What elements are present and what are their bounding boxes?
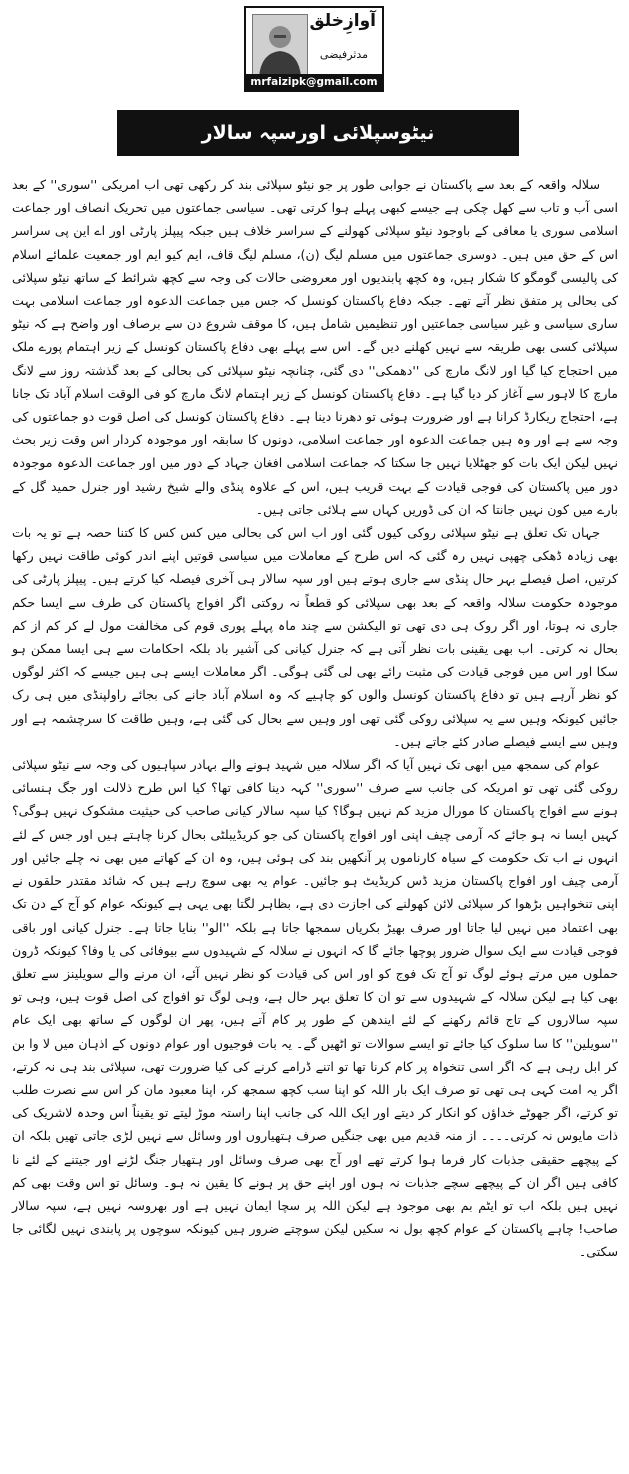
- article-body: [12, 173, 618, 1264]
- article-paragraph: جہاں تک تعلق ہے نیٹو سپلائی روکی کیوں گئی اور اب اس کی بحالی میں کس کس کا کتنا حصہ ہے تو یہ بات بھی زیادہ ڈھکی چھپی نہیں رہ گئی کہ اس طرح کے معاملات میں سیاسی قوتیں اپنے اندر کوئی طاقت نہیں رکھا کرتیں، اصل فیصلے بہر حال پنڈی سے جاری ہوتے ہیں اور سپہ سالار ہی آخری فیصلہ کیا کرتے ہیں۔ پیپلز پارٹی کی موجودہ حکومت سلالہ واقعہ کے بعد بھی سپلائی کو قطعاً نہ روکتی اگر افواج پاکستان کی طرف سے ایسا حکم جاری نہ ہوتا، اور اگر روک ہی دی تھی تو الیکشن سے چند ماہ پہلے پوری قوم کی مخالفت مول لے کر کم از کم بحال نہ کرتی۔ اب بھی یقینی بات نظر آتی ہے کہ جنرل کیانی کی آشیر باد بلکہ احکامات سے ہی ایسا ممکن ہو سکا اور اس میں فوجی قیادت کی مثبت رائے بھی لی گئی ہوگی۔ اگر معاملات ایسے ہی ہیں جیسے کہ اکثر لوگوں کو نظر آرہے ہیں تو دفاع پاکستان کونسل والوں کو چاہیے کہ وہ اسلام آباد جانے کی بجائے راولپنڈی میں ہی رک جائیں کیونکہ وہیں سے یہ سپلائی روکی گئی تھی اور وہیں سے بحال کی گئی ہے، وہیں طاقت کا سرچشمہ ہے اور وہیں سے ایسے فیصلے صادر کئے جاتے ہیں۔: [12, 525, 618, 749]
- column-header: [244, 6, 384, 92]
- article-paragraph: سلالہ واقعہ کے بعد سے پاکستان نے جوابی طور پر جو نیٹو سپلائی بند کر رکھی تھی اب امریکی ''سوری'' کے بعد اسی آب و تاب سے کھل چکی ہے جیسے کبھی پہلے ہوا کرتی تھی۔ سیاسی جماعتوں میں تحریک انصاف اور جماعت اسلامی سوری یا معافی کے باوجود نیٹو سپلائی کھولنے کے سراسر خلاف ہیں جبکہ پیپلز پارٹی اور اے این پی سراسر اس کے حق میں ہیں۔ دوسری جماعتوں میں مسلم لیگ (ن)، مسلم لیگ قاف، ایم کیو ایم اور جمعیت علمائے اسلام کی پالیسی گومگو کا شکار ہیں، وہ کچھ پابندیوں اور معروضی حالات کی وجہ سے کچھ شرائط کے ساتھ نیٹو سپلائی کی بحالی پر متفق نظر آتے تھے۔ جبکہ دفاع پاکستان کونسل کہ جس میں جماعت الدعوہ اور جماعت اسلامی بہت ساری سیاسی و غیر سیاسی جماعتیں اور تنظیمیں شامل ہیں، کا موقف شروع دن سے برصاف اور واضح ہے کہ نیٹو سپلائی کسی بھی طریقہ سے نہیں کھلنے دیں گے۔ اس سے پہلے بھی دفاع پاکستان کونسل کے زیر اہتمام پورے ملک میں احتجاج کیا گیا اور لانگ مارچ کی ''دھمکی'' دی گئی، چنانچہ نیٹو سپلائی کی بحالی کے بعد گذشتہ روز سے لانگ مارچ کا لاہور سے آغاز کر دیا گیا ہے۔ دفاع پاکستان کونسل کے زیر اہتمام لانگ مارچ کو فی الوقت اسلام آباد تک جانا ہے، احتجاج ریکارڈ کرانا ہے اور ضرورت ہوئی تو دھرنا دینا ہے۔ دفاع پاکستان کونسل کی اصل قوت دو جماعتوں کی وجہ سے ہے اور وہ ہیں جماعت الدعوہ اور جماعت اسلامی، دونوں کا سابقہ اور موجودہ کردار اس وقت زیر بحث نہیں لیکن ایک بات کو جھٹلایا نہیں جا سکتا کہ جماعت اسلامی افغان جہاد کے دور میں اور جماعت الدعوہ موجودہ دور میں پاکستان کی فوجی قیادت کے بہت قریب ہیں، اس کے علاوہ پنڈی والے شیخ رشید اور جنرل حمید گل کے بارے میں کون نہیں جانتا کہ ان کی ڈوریں کہاں سے ہلائی جاتی ہیں۔: [12, 177, 618, 517]
- author-photo: [252, 14, 308, 78]
- article-paragraph: عوام کی سمجھ میں ابھی تک نہیں آیا کہ اگر سلالہ میں شہید ہونے والے بہادر سپاہیوں کی وجہ سے نیٹو سپلائی روکی گئی تھی تو امریکہ کی جانب سے صرف ''سوری'' کہہ دینا کافی تھا؟ کیا اس طرح ذلالت اور جگ ہنسائی ہونے سے افواج پاکستان کا مورال مزید کم نہیں ہوگا؟ کیا سپہ سالار کیانی صاحب کی حیثیت مشکوک نہیں ہوگی؟ کہیں ایسا نہ ہو جائے کہ آرمی چیف اپنی اور افواج پاکستان کی جو کریڈیبلٹی بحال کرنا چاہتے ہیں اور جس کے لئے انہوں نے اب تک حکومت کے سیاہ کارناموں پر آنکھیں بند کی ہوئی ہیں، وہ ان کے کھاتے میں بھی نہ چلے جائیں اور آرمی چیف اور افواج پاکستان مزید ڈس کریڈیٹ ہو جائیں۔ عوام یہ بھی سوچ رہے ہیں کہ شائد مقتدر حلقوں نے اپنی تنخواہیں بڑھوا کر سپلائی لائن کھولنے کی اجازت دی ہے، بظاہر لگتا بھی یہی ہے کیونکہ عوام کو آج کے دن تک بھی اعتماد میں نہیں لیا جاتا اور صرف بھیڑ بکریاں سمجھا جاتا ہے بلکہ ''الو'' بنایا جاتا ہے۔ جنرل کیانی اور باقی فوجی قیادت سے ایک سوال ضرور پوچھا جائے گا کہ انہوں نے سلالہ کے شہیدوں سے بیوفائی کی یا وفا؟ کیونکہ ڈرون حملوں میں مرتے ہوئے لوگ تو آج تک فوج کو اور اس کی قیادت کو نظر نہیں آئے، ان مرنے والے سویلینز سے تعلق بھی کیا ہے لیکن سلالہ کے شہیدوں سے تو ان کا تعلق بہر حال ہے، وہی لوگ تو افواج کی اصل قوت ہیں، وہی تو سپہ سالاروں کے تاج قائم رکھنے کے لئے ایندھن کے طور پر کام آتے ہیں، پھر ان لوگوں کے ساتھ بھی ایک عام ''سویلین'' کا سا سلوک کیا جائے تو ایسے سوالات تو اٹھیں گے۔ یہ بات فوجیوں اور عوام دونوں کے اذہان میں لا وا بن کر ابل رہی ہے کہ اگر اسی تنخواہ پر کام کرنا تھا تو اتنے ڈرامے کرنے کی کیا ضرورت تھی، سپلائی بند ہی نہ کرتے، اگر یہ امت کہی ہی تھی تو صرف ایک بار اللہ کو اپنا سب کچھ سمجھ کر، اپنا معبود مان کر اس سے نصرت طلب تو کرتے، اگر جھوٹے خداؤں کو انکار کر دیتے اور ایک اللہ کی جانب اپنا راستہ موڑ لیتے تو یقیناً اس وحدہ لاشریک کی ذات مایوس نہ کرتی۔۔۔۔ از منہ قدیم میں بھی جنگیں صرف ہتھیاروں اور وسائل سے نہیں لڑی جاتی تھیں بلکہ ان کے پیچھے حقیقی جذبات کار فرما ہوا کرتے تھے اور آج بھی صرف وسائل اور ہتھیار جنگ لڑنے اور جیتنے کے لئے نا کافی ہیں اگر ان کے پیچھے سچے جذبات نہ ہوں اور اپنے حق پر ہونے کا یقین نہ ہو۔ وسائل تو اس وقت بھی کم نہیں ہیں بلکہ اب تو ایٹم بم بھی موجود ہے لیکن اللہ پر سچا ایمان نہیں ہے اور بھروسہ نہیں ہے، سپہ سالار صاحب! چاہے پاکستان کے عوام کچھ بول نہ سکیں لیکن سوچتے ضرور ہیں کیونکہ سوچوں پر پابندی نہیں لگائی جا سکتی۔: [12, 757, 618, 1260]
- column-title: آوازِخلق: [309, 11, 376, 31]
- author-name: مدثرفیضی: [319, 48, 368, 61]
- author-email: mrfaizipk@gmail.com: [246, 74, 382, 90]
- article-headline: نیٹوسپلائی اورسپہ سالار: [117, 110, 519, 156]
